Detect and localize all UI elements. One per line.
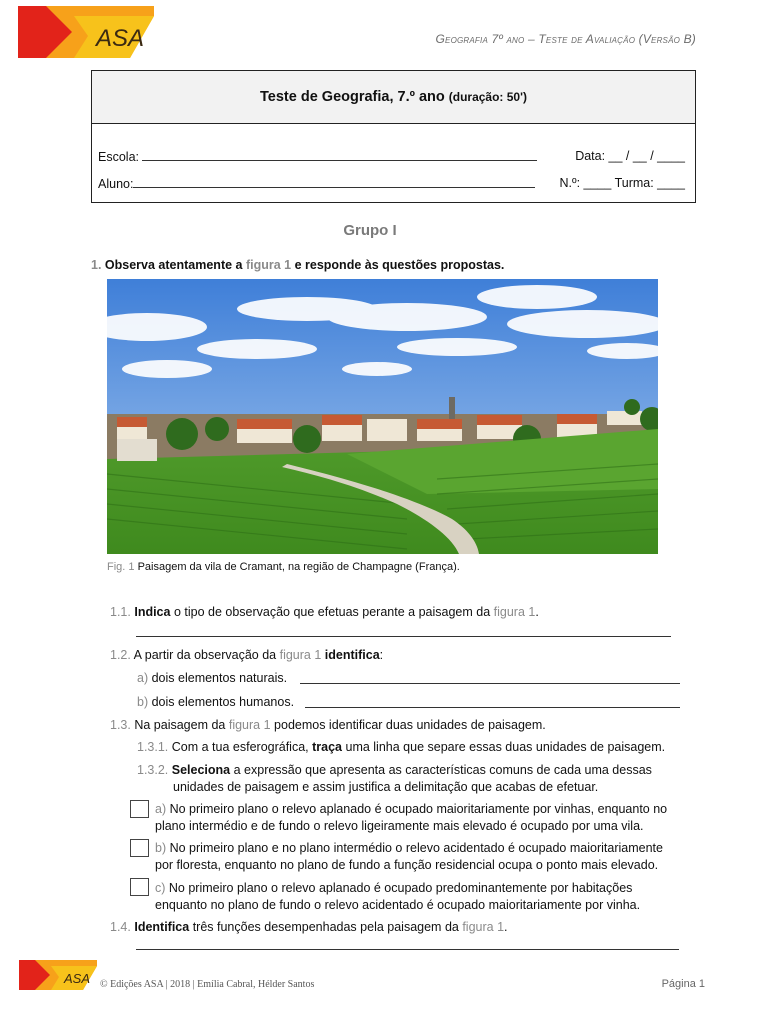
option-c: c) No primeiro plano o relevo aplanado é ocupado predominantemente por habitações enquanto no plano de fundo o relevo acidentado é ocupado maioritariamente por vinha. bbox=[155, 881, 641, 912]
question-1-4: 1.4. Identifica três funções desempenhadas pela paisagem da figura 1. bbox=[110, 920, 508, 934]
data-field[interactable]: Data: __ / __ / ____ bbox=[575, 149, 685, 163]
page-number: Página 1 bbox=[661, 978, 705, 990]
test-header-box bbox=[91, 70, 696, 203]
question-1-1: 1.1. Indica o tipo de observação que efetuas perante a paisagem da figura 1. bbox=[110, 605, 539, 619]
running-title: Geografia 7º ano – Teste de Avaliação (Versão B) bbox=[435, 32, 696, 46]
question-1-2: 1.2. A partir da observação da figura 1 identifica: bbox=[110, 648, 384, 662]
answer-line-1-4[interactable] bbox=[136, 949, 679, 950]
test-title: Teste de Geografia, 7.º ano (duração: 50') bbox=[92, 71, 695, 124]
option-c-checkbox[interactable] bbox=[130, 878, 149, 896]
option-b-checkbox[interactable] bbox=[130, 839, 149, 857]
question-1: 1. Observa atentamente a figura 1 e responde às questões propostas. bbox=[91, 258, 505, 272]
option-a: a) No primeiro plano o relevo aplanado é ocupado maioritariamente por vinhas, enquanto no plano intermédio e de fundo o relevo ligeiramente mais elevado é ocupado por uma vila. bbox=[155, 802, 668, 833]
footer-asa-logo bbox=[19, 960, 97, 990]
option-b: b) No primeiro plano e no plano intermédio o relevo acidentado é ocupado maioritariamente por floresta, enquanto no plano de fundo a função residencial ocupa o ponto mais elevado. bbox=[155, 841, 663, 872]
answer-line-1-2-a[interactable] bbox=[300, 683, 680, 684]
answer-line-1-2-b[interactable] bbox=[305, 707, 680, 708]
answer-line-1-1[interactable] bbox=[136, 636, 671, 637]
escola-label: Escola: bbox=[98, 150, 143, 164]
group-title: Grupo I bbox=[343, 222, 397, 239]
option-a-checkbox[interactable] bbox=[130, 800, 149, 818]
question-1-2-b: b) dois elementos humanos. bbox=[137, 695, 295, 709]
aluno-label: Aluno: bbox=[98, 177, 134, 191]
question-1-3-1: 1.3.1. Com a tua esferográfica, traça uma linha que separe essas duas unidades de paisagem. bbox=[137, 740, 666, 754]
logo-text: ASA bbox=[96, 25, 145, 52]
question-1-3-2: 1.3.2. Seleciona a expressão que apresenta as características comuns de cada uma dessas bbox=[137, 763, 652, 777]
figure-caption: Fig. 1 Paisagem da vila de Cramant, na região de Champagne (França). bbox=[107, 561, 460, 573]
question-1-3-2-line2: unidades de paisagem e assim justifica a delimitação que acabas de efetuar. bbox=[173, 780, 599, 794]
numero-turma-field[interactable]: N.º: ____ Turma: ____ bbox=[559, 176, 685, 190]
footer-copyright: © Edições ASA | 2018 | Emília Cabral, Hélder Santos bbox=[100, 979, 315, 990]
escola-row bbox=[98, 149, 685, 164]
landscape-photo bbox=[107, 279, 658, 554]
asa-logo bbox=[18, 6, 154, 58]
escola-field[interactable] bbox=[142, 149, 537, 161]
footer-logo-text: ASA bbox=[64, 971, 91, 986]
question-1-2-a: a) dois elementos naturais. bbox=[137, 671, 288, 685]
aluno-row bbox=[98, 176, 685, 191]
aluno-field[interactable] bbox=[133, 176, 535, 188]
question-1-3: 1.3. Na paisagem da figura 1 podemos identificar duas unidades de paisagem. bbox=[110, 718, 546, 732]
